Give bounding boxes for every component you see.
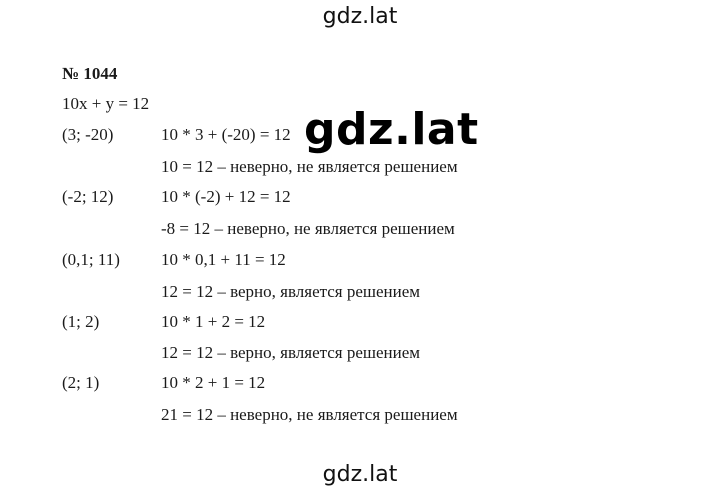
case-calculation: 10 * 1 + 2 = 12 [161, 312, 266, 331]
site-header: gdz.lat [322, 4, 398, 29]
case-pair-row [0, 187, 720, 211]
case-calculation: 10 * 2 + 1 = 12 [161, 373, 266, 392]
case-result-row [0, 157, 720, 181]
case-result-row [0, 343, 720, 367]
case-pair: (-2; 12) [62, 187, 114, 206]
case-result: 12 = 12 – верно, является решением [161, 343, 421, 362]
case-result: 10 = 12 – неверно, не является решением [161, 157, 458, 176]
case-calculation: 10 * 3 + (-20) = 12 [161, 125, 291, 144]
case-result: 21 = 12 – неверно, не является решением [161, 405, 458, 424]
problem-number: № 1044 [62, 64, 118, 83]
case-calculation: 10 * 0,1 + 11 = 12 [161, 250, 286, 269]
case-pair-row [0, 373, 720, 397]
case-pair: (2; 1) [62, 373, 100, 392]
watermark: gdz.lat [304, 104, 479, 155]
case-result-row [0, 405, 720, 429]
case-result: 12 = 12 – верно, является решением [161, 282, 421, 301]
case-pair: (3; -20) [62, 125, 114, 144]
case-pair: (0,1; 11) [62, 250, 120, 269]
case-result-row [0, 282, 720, 306]
case-result-row [0, 219, 720, 243]
equation: 10x + y = 12 [62, 94, 150, 113]
site-footer: gdz.lat [322, 462, 398, 487]
case-pair-row [0, 250, 720, 274]
case-result: -8 = 12 – неверно, не является решением [161, 219, 455, 238]
case-calculation: 10 * (-2) + 12 = 12 [161, 187, 291, 206]
case-pair-row [0, 312, 720, 336]
case-pair: (1; 2) [62, 312, 100, 331]
